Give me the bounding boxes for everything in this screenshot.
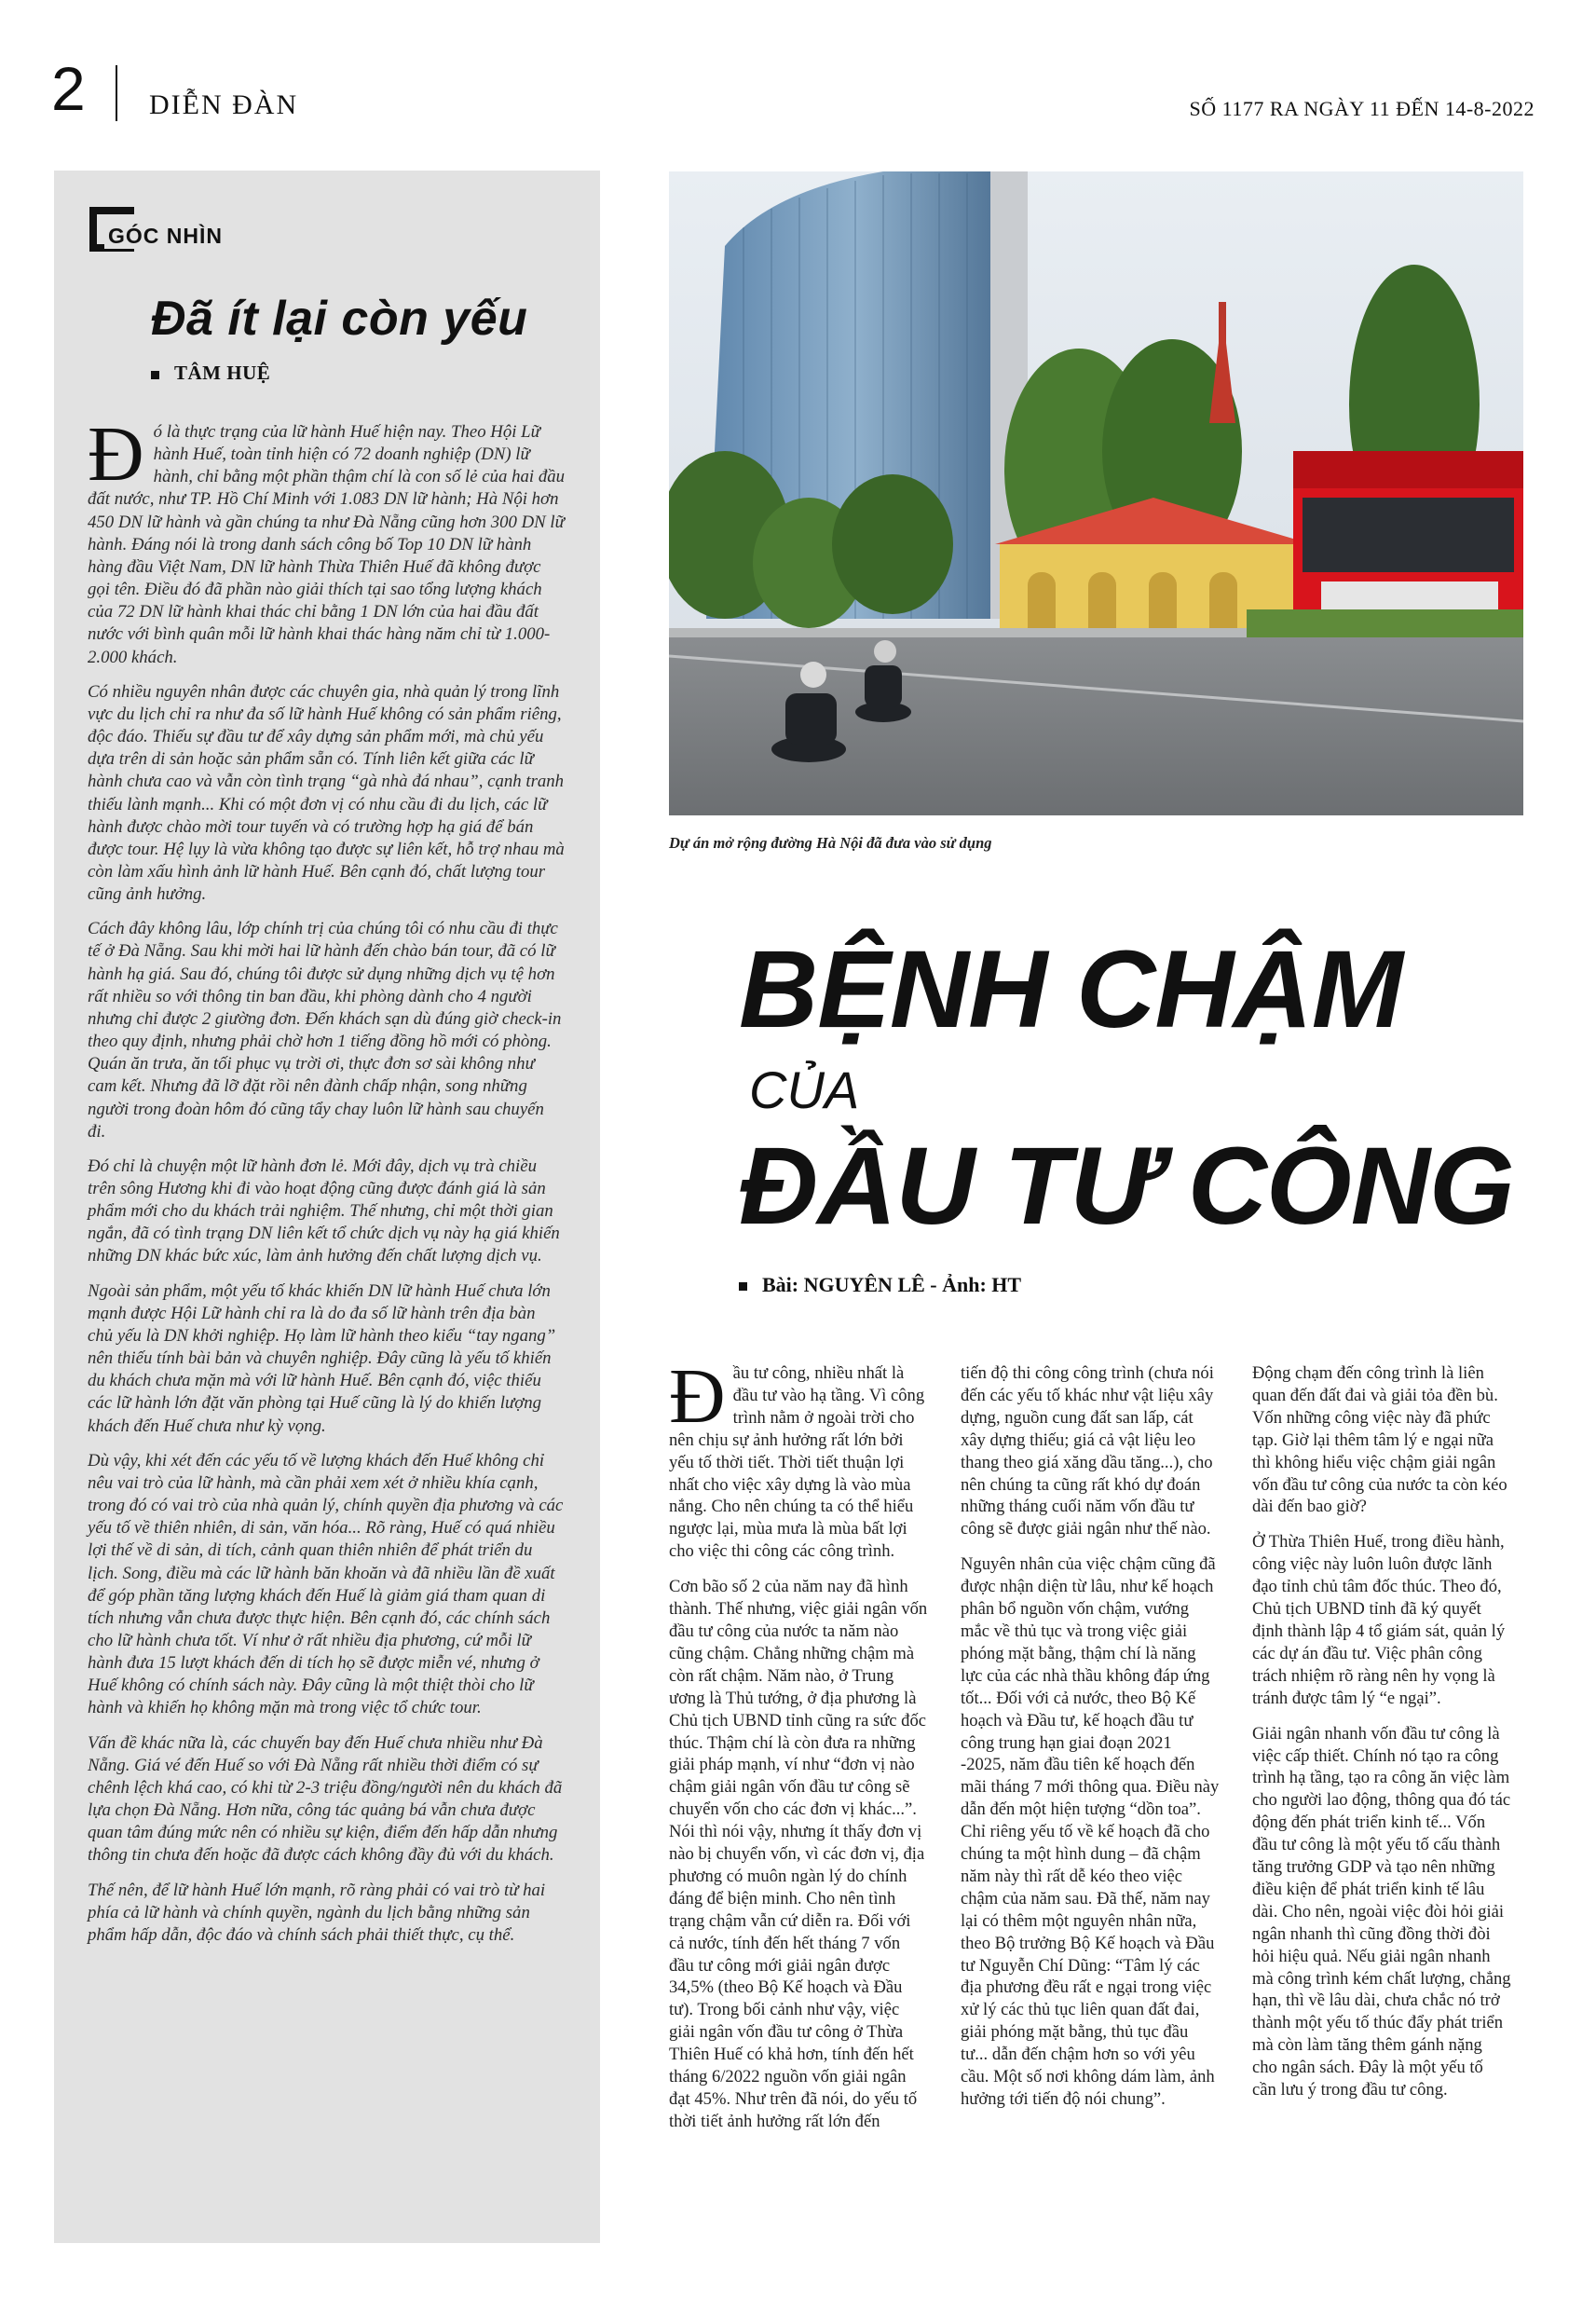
opinion-paragraph xyxy=(88,411,565,669)
opinion-kicker: GÓC NHÌN xyxy=(104,224,223,249)
article-paragraph: Giải ngân nhanh vốn đầu tư công là việc cấp thiết. Chính nó tạo ra công trình hạ tầng, tạo ra công ăn việc làm cho người lao động, thông qua đó tác động đến phát triển kinh tế... Vốn đầu tư công là một yếu tố cấu thành tăng trưởng GDP và tạo nên những điều kiện để phát triển kinh tế lâu dài. Cho nên, ngoài việc đòi hỏi giải ngân nhanh thì cũng đồng thời đòi hỏi hiệu quả. Nếu giải ngân nhanh mà công trình kém chất lượng, chẳng hạn, thì về lâu dài, chưa chắc nó trở thành một yếu tố thúc đẩy phát triển mà còn làm tăng thêm gánh nặng cho ngân sách. Đây là một yếu tố cần lưu ý trong đầu tư công. xyxy=(1252,1723,1511,2100)
article-paragraph-text: ầu tư công, nhiều nhất là đầu tư vào hạ tầng. Vì công trình nằm ở ngoài trời cho nên chịu sự ảnh hưởng rất lớn bởi yếu tố thời tiết. Thời tiết thuận lợi nhất cho việc xây dựng là vào mùa nắng. Cho nên chúng ta có thể hiểu ngược lại, mùa mưa là mùa bất lợi cho việc thi công các công trình. xyxy=(669,1363,925,1562)
article-paragraph: Ở Thừa Thiên Huế, trong điều hành, công việc này luôn luôn được lãnh đạo tỉnh chủ tâm đốc thúc. Theo đó, Chủ tịch UBND tỉnh đã ký quyết định thành lập 4 tổ giám sát, quản lý các dự án đầu tư. Việc phân công trách nhiệm rõ ràng nên hy vọng là tránh được tâm lý “e ngại”. xyxy=(1252,1532,1506,1708)
opinion-paragraph: Vấn đề khác nữa là, các chuyến bay đến Huế chưa nhiều như Đà Nẵng. Giá vé đến Huế so với Đà Nẵng rất nhiều thời điểm có sự chênh lệch khá cao, có khi từ 2-3 triệu đồng/người nên du khách đã lựa chọn Đà Nẵng. Hơn nữa, công tác quảng bá vẫn chưa được quan tâm đúng mức nên có nhiều sự kiện, điểm đến hấp dẫn nhưng thông tin chưa đến hoặc đã được cách không đầy đủ với du khách. xyxy=(88,1732,563,1866)
opinion-body xyxy=(88,411,565,1959)
opinion-paragraph: Ngoài sản phẩm, một yếu tố khác khiến DN lữ hành Huế chưa lớn mạnh được Hội Lữ hành chỉ ra là do đa số lữ hành trên địa bàn chủ yếu là DN khởi nghiệp. Họ làm lữ hành theo kiểu “tay ngang” nên thiếu tính bài bản và chuyên nghiệp. Đây cũng là yếu tố khiến du khách chưa mặn mà với lữ hành Huế. Bên cạnh đó, việc thiếu các lữ hành lớn đặt văn phòng tại Huế cũng là lý do khiến lượng khách đến Huế chưa như kỳ vọng. xyxy=(88,1280,556,1436)
opinion-paragraph: Có nhiều nguyên nhân được các chuyên gia, nhà quản lý trong lĩnh vực du lịch chỉ ra như đa số lữ hành Huế không có sản phẩm riêng, độc đáo. Thiếu sự đầu tư để xây dựng sản phẩm mới, mà chủ yếu dựa trên di sản hoặc sản phẩm sẵn có. Tính liên kết giữa các lữ hành chưa cao và vẫn còn tình trạng “gà nhà đá nhau”, cạnh tranh thiếu lành mạnh... Khi có một đơn vị có nhu cầu đi du lịch, các lữ hành được chào mời tour tuyến và có trường hợp hạ giá để bán được tour. Hệ lụy là vừa không tạo được sự liên kết, hỗ trợ nhau mà còn làm xấu hình ảnh lữ hành Huế. Bên cạnh đó, chất lượng tour cũng ảnh hưởng. xyxy=(88,681,565,905)
opinion-author xyxy=(151,362,270,385)
article-title-line-1: BỆNH CHẬM xyxy=(739,928,1403,1051)
article-byline xyxy=(739,1273,1021,1297)
bullet-square-icon xyxy=(151,371,159,379)
article-paragraph xyxy=(669,1353,928,1563)
article-paragraph: tiến độ thi công công trình (chưa nói đến các yếu tố khác như vật liệu xây dựng, nguồn cung đất san lấp, cát xây dựng thiếu; giá cả vật liệu leo thang theo giá xăng dầu tăng...), cho nên chúng ta cũng rất khó dự đoán những tháng cuối năm vốn đầu tư công sẽ được giải ngân như thế nào. xyxy=(961,1363,1214,1539)
article-column-3 xyxy=(1252,1362,1511,2114)
section-name: DIỄN ĐÀN xyxy=(149,89,299,120)
article-paragraph: Cơn bão số 2 của năm nay đã hình thành. Thế nhưng, việc giải ngân vốn đầu tư công của nước ta năm nào cũng chậm. Chẳng những chậm mà còn rất chậm. Năm nào, ở Trung ương là Thủ tướng, ở địa phương là Chủ tịch UBND tỉnh cũng ra sức đốc thúc. Thậm chí là còn đưa ra những giải pháp mạnh, ví như “đơn vị nào chậm giải ngân vốn đầu tư công sẽ chuyển vốn cho các đơn vị khác...”. Nói thì nói vậy, nhưng ít thấy đơn vị nào bị chuyển vốn, vì các đơn vị, địa phương có muôn ngàn lý do chính đáng để biện minh. Cho nên tình trạng chậm vẫn cứ diễn ra. Đối với cả nước, tính đến hết tháng 7 vốn đầu tư công mới giải ngân được 34,5% (theo Bộ Kế hoạch và Đầu tư). Trong bối cảnh như vậy, việc giải ngân vốn đầu tư công ở Thừa Thiên Huế có khả hơn, tính đến hết tháng 6/2022 nguồn vốn giải ngân đạt 45%. Như trên đã nói, do yếu tố thời tiết ảnh hưởng rất lớn đến xyxy=(669,1577,928,2131)
opinion-drop-cap: Đ xyxy=(88,411,144,498)
article-title-line-2: CỦA xyxy=(749,1060,860,1119)
opinion-paragraph: Đó chỉ là chuyện một lữ hành đơn lẻ. Mới đây, dịch vụ trà chiều trên sông Hương khi đi vào hoạt động cũng được đánh giá là sản phẩm mới cho du khách trải nghiệm. Thế nhưng, chỉ một thời gian ngắn, đã có tình trạng DN liên kết tổ chức dịch vụ này hạ giá khiến những DN khác bức xúc, làm ảnh hưởng đến chất lượng dịch vụ. xyxy=(88,1156,560,1266)
photo-caption: Dự án mở rộng đường Hà Nội đã đưa vào sử dụng xyxy=(669,834,992,852)
article-drop-cap: Đ xyxy=(669,1353,726,1440)
article-column-1 xyxy=(669,1353,928,2146)
header-divider xyxy=(116,65,117,121)
opinion-paragraph: Cách đây không lâu, lớp chính trị của chúng tôi có nhu cầu đi thực tế ở Đà Nẵng. Sau khi mời hai lữ hành đến chào bán tour, đã có lữ hành hạ giá. Sau đó, chúng tôi được sử dụng những dịch vụ tệ hơn rất nhiều so với thông tin ban đầu, khi phòng dành cho 4 người nhưng chỉ được 2 giường đơn. Đến khách sạn dù đúng giờ check-in theo quy định, nhưng phải chờ hơn 1 tiếng đồng hồ mới có phòng. Quán ăn trưa, ăn tối phục vụ trời ơi, thực đơn sơ sài không như cam kết. Nhưng đã lỡ đặt rồi nên đành chấp nhận, song những người trong đoàn hôm đó cũng tẩy chay luôn lữ hành sau chuyến đi. xyxy=(88,919,562,1142)
page-number: 2 xyxy=(51,54,86,123)
issue-date: SỐ 1177 RA NGÀY 11 ĐẾN 14-8-2022 xyxy=(1189,97,1535,120)
article-byline-text: Bài: NGUYÊN LÊ - Ảnh: HT xyxy=(762,1273,1022,1296)
opinion-author-name: TÂM HUỆ xyxy=(174,362,271,384)
article-title-line-3: ĐẦU TƯ CÔNG xyxy=(739,1125,1514,1248)
opinion-title: Đã ít lại còn yếu xyxy=(151,292,528,346)
article-paragraph: Nguyên nhân của việc chậm cũng đã được nhận diện từ lâu, như kế hoạch phân bổ nguồn vốn chậm, vướng mắc về thủ tục và trong việc giải phóng mặt bằng, thậm chí là năng lực của các nhà thầu không đáp ứng tốt... Đối với cả nước, theo Bộ Kế hoạch và Đầu tư, kế hoạch đầu tư công trung hạn giai đoạn 2021 -2025, năm đầu tiên kế hoạch đến mãi tháng 7 mới thông qua. Điều này dẫn đến một hiện tượng “dồn toa”. Chỉ riêng yếu tố về kế hoạch đã cho chúng ta một hình dung – đã chậm năm này thì rất dễ kéo theo việc chậm của năm sau. Đã thế, năm nay lại có thêm một nguyên nhân nữa, theo Bộ trưởng Bộ Kế hoạch và Đầu tư Nguyễn Chí Dũng: “Tâm lý các địa phương đều rất e ngại trong việc xử lý các thủ tục liên quan đất đai, giải phóng mặt bằng, thủ tục đầu tư... dẫn đến chậm hơn so với yêu cầu. Một số nơi không dám làm, ảnh hưởng tới tiến độ nói chung”. xyxy=(961,1554,1220,2109)
opinion-paragraph: Thế nên, để lữ hành Huế lớn mạnh, rõ ràng phải có vai trò từ hai phía cả lữ hành và chính quyền, ngành du lịch bằng những sản phẩm hấp dẫn, độc đáo và chính sách phải thiết thực, cụ thể. xyxy=(88,1880,546,1945)
opinion-paragraph-text: ó là thực trạng của lữ hành Huế hiện nay. Theo Hội Lữ hành Huế, toàn tỉnh hiện có 72 doanh nghiệp (DN) lữ hành, chỉ bằng một phần thậm chí là con số lẻ của hai đầu đất nước, như TP. Hồ Chí Minh với 1.083 DN lữ hành; Hà Nội hơn 450 DN lữ hành và gần chúng ta như Đà Nẵng cũng hơn 300 DN lữ hành. Đáng nói là trong danh sách công bố Top 10 DN lữ hành hàng đầu Việt Nam, DN lữ hành Thừa Thiên Huế đã không được gọi tên. Điều đó đã phần nào giải thích tại sao tổng lượng khách của 72 DN lữ hành khai thác chỉ bằng 1 DN lớn của hai đầu đất nước với bình quân mỗi lữ hành khai thác hàng năm chỉ từ 1.000-2.000 khách. xyxy=(88,422,565,667)
article-column-2 xyxy=(961,1362,1220,2124)
bullet-square-icon xyxy=(739,1282,747,1291)
street-photo xyxy=(669,171,1523,815)
article-paragraph: Động chạm đến công trình là liên quan đến đất đai và giải tỏa đền bù. Vốn những công việc này đã phức tạp. Giờ lại thêm tâm lý e ngại nữa thì không hiểu việc chậm giải ngân vốn đầu tư công của nước ta còn kéo dài đến bao giờ? xyxy=(1252,1363,1507,1517)
opinion-paragraph: Dù vậy, khi xét đến các yếu tố về lượng khách đến Huế không chỉ nêu vai trò của lữ hành, mà cần phải xem xét ở nhiều khía cạnh, trong đó có vai trò của nhà quản lý, chính quyền địa phương và các yếu tố về thiên nhiên, di sản, văn hóa... Rõ ràng, Huế có quá nhiều lợi thế về di sản, di tích, cảnh quan thiên nhiên để phát triển du lịch. Song, điều mà các lữ hành băn khoăn và đã nhiều lần đề xuất để góp phần tăng lượng khách đến Huế là giảm giá tham quan di tích nhưng vẫn chưa được thực hiện. Bên cạnh đó, các chính sách cho lữ hành chưa tốt. Ví như ở rất nhiều địa phương, cứ mỗi lữ hành đưa 15 lượt khách đến di tích họ sẽ được miễn vé, nhưng ở Huế không có chính sách này. Đây cũng là một thiệt thòi cho lữ hành và khiến họ không mặn mà trong việc tổ chức tour. xyxy=(88,1450,564,1718)
